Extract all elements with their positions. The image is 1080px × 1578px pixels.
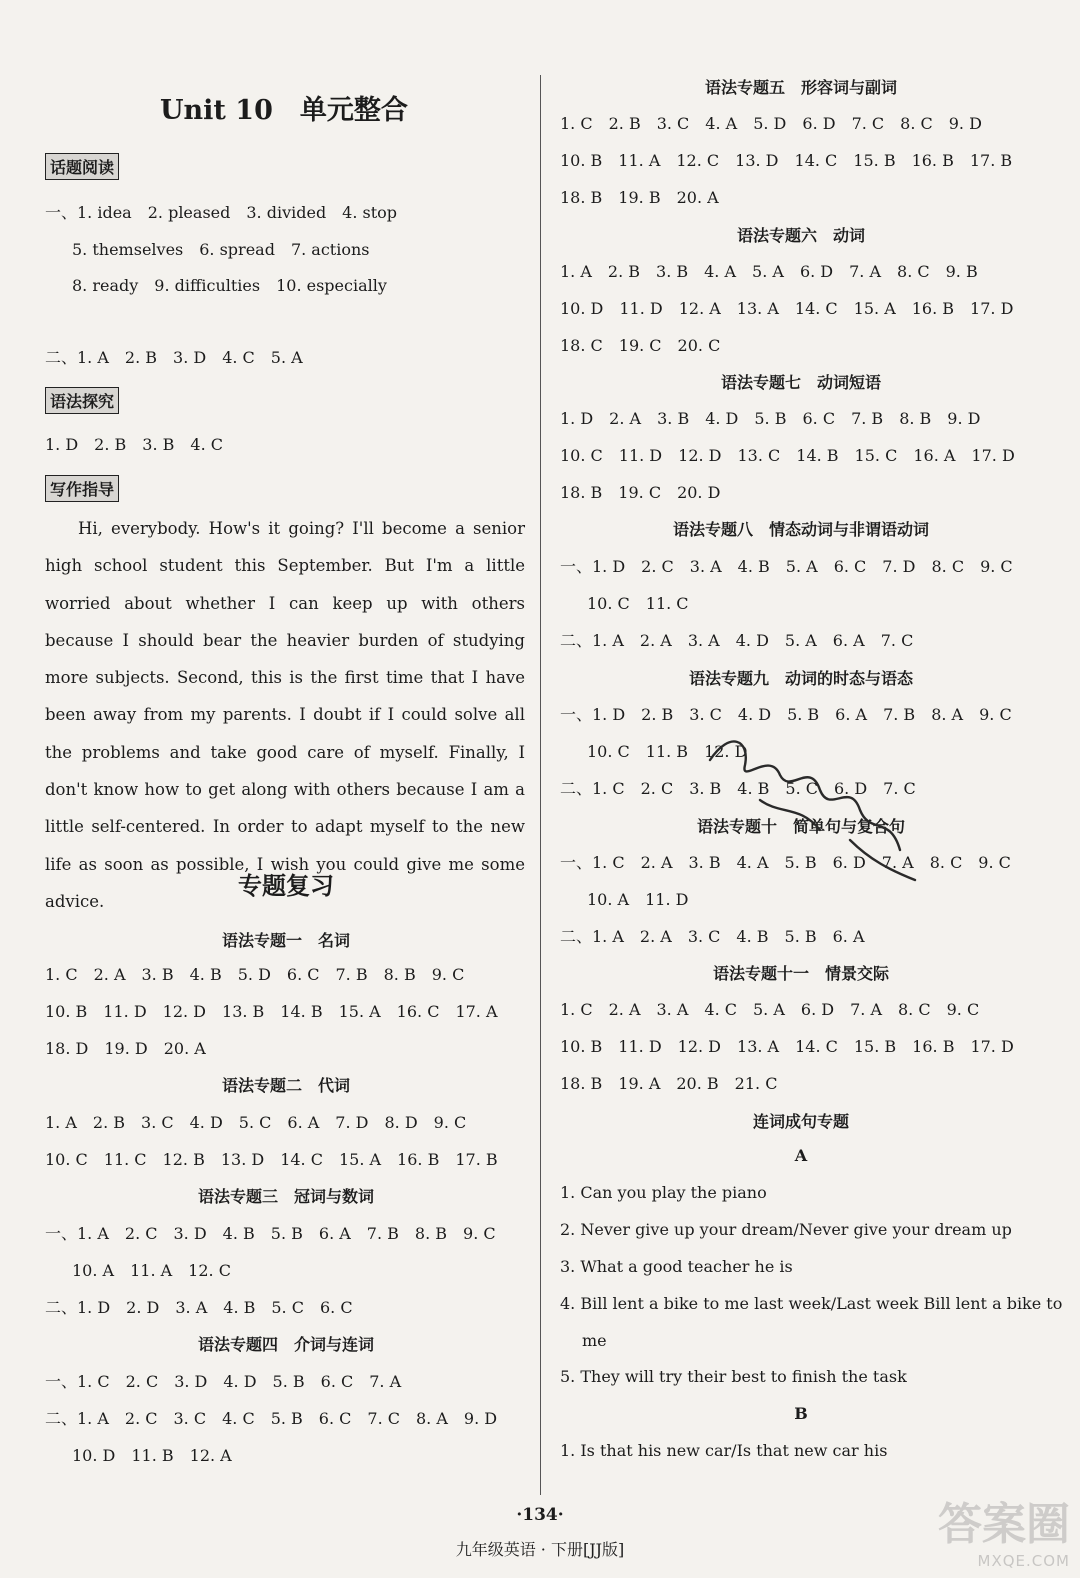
reading-row-4: 二、1. A 2. B 3. D 4. C 5. A — [45, 348, 303, 367]
topic7-heading: 语法专题七 动词短语 — [720, 373, 881, 392]
sentence-building-heading: 连词成句专题 — [752, 1112, 849, 1131]
topic8-heading: 语法专题八 情态动词与非谓语动词 — [672, 520, 929, 539]
column-divider — [540, 75, 541, 1495]
topic10-heading: 语法专题十 简单句与复合句 — [696, 817, 905, 836]
part-a-label: A — [794, 1146, 808, 1165]
reading-section-tag: 话题阅读 — [45, 153, 119, 180]
topic4-row-1: 一、1. C 2. C 3. D 4. D 5. B 6. C 7. A — [45, 1372, 402, 1391]
topic3-heading: 语法专题三 冠词与数词 — [197, 1187, 374, 1206]
reading-row-1: 一、1. idea 2. pleased 3. divided 4. stop — [45, 203, 398, 222]
topic9-heading: 语法专题九 动词的时态与语态 — [688, 669, 913, 688]
topic11-row-2: 10. B 11. D 12. D 13. A 14. C 15. B 16. B 17. D — [560, 1037, 1014, 1056]
topic11-row-1: 1. C 2. A 3. A 4. C 5. A 6. D 7. A 8. C 9. C — [560, 1000, 980, 1019]
topic2-row-1: 1. A 2. B 3. C 4. D 5. C 6. A 7. D 8. D 9. C — [45, 1113, 467, 1132]
part-a-row-5: 5. They will try their best to finish the task — [560, 1367, 907, 1386]
topic3-row-2: 10. A 11. A 12. C — [72, 1261, 231, 1280]
grammar-section-tag: 语法探究 — [45, 387, 119, 414]
watermark-url: MXQE.COM — [977, 1552, 1070, 1570]
topic6-row-1: 1. A 2. B 3. B 4. A 5. A 6. D 7. A 8. C 9. B — [560, 262, 978, 281]
topic11-heading: 语法专题十一 情景交际 — [712, 964, 889, 983]
watermark — [938, 1488, 1070, 1570]
page-number: ·134· — [516, 1505, 564, 1525]
review-title: 专题复习 — [238, 871, 334, 900]
part-a-row-4-cont: me — [582, 1331, 607, 1350]
topic5-row-2: 10. B 11. A 12. C 13. D 14. C 15. B 16. B 17. B — [560, 151, 1013, 170]
topic1-row-1: 1. C 2. A 3. B 4. B 5. D 6. C 7. B 8. B 9. C — [45, 965, 465, 984]
book-title: 九年级英语 · 下册[JJ版] — [455, 1540, 625, 1559]
topic6-heading: 语法专题六 动词 — [736, 226, 865, 245]
topic9-row-1: 一、1. D 2. B 3. C 4. D 5. B 6. A 7. B 8. A 9. C — [560, 705, 1012, 724]
topic4-heading: 语法专题四 介词与连词 — [197, 1335, 374, 1354]
topic8-row-1: 一、1. D 2. C 3. A 4. B 5. A 6. C 7. D 8. C 9. C — [560, 557, 1013, 576]
watermark-logo: 答案圈 — [938, 1499, 1070, 1550]
topic9-row-2: 10. C 11. B 12. D — [587, 742, 748, 761]
writing-section-tag: 写作指导 — [45, 475, 119, 502]
topic5-row-3: 18. B 19. B 20. A — [560, 188, 719, 207]
topic9-row-3: 二、1. C 2. C 3. B 4. B 5. C 6. D 7. C — [560, 779, 916, 798]
reading-row-3: 8. ready 9. difficulties 10. especially — [72, 276, 387, 295]
topic4-row-2: 二、1. A 2. C 3. C 4. C 5. B 6. C 7. C 8. A 9. D — [45, 1409, 498, 1428]
unit-title: Unit 10 单元整合 — [160, 95, 408, 126]
topic6-row-2: 10. D 11. D 12. A 13. A 14. C 15. A 16. B 17. D — [560, 299, 1014, 318]
topic8-row-3: 二、1. A 2. A 3. A 4. D 5. A 6. A 7. C — [560, 631, 914, 650]
reading-row-2: 5. themselves 6. spread 7. actions — [72, 240, 370, 259]
topic5-heading: 语法专题五 形容词与副词 — [704, 78, 897, 97]
topic8-row-2: 10. C 11. C — [587, 594, 689, 613]
topic11-row-3: 18. B 19. A 20. B 21. C — [560, 1074, 778, 1093]
topic2-heading: 语法专题二 代词 — [221, 1076, 350, 1095]
handwriting-scribble — [700, 720, 940, 890]
topic4-row-3: 10. D 11. B 12. A — [72, 1446, 232, 1465]
part-b-row-1: 1. Is that his new car/Is that new car his — [560, 1441, 888, 1460]
topic1-row-2: 10. B 11. D 12. D 13. B 14. B 15. A 16. C 17. A — [45, 1002, 498, 1021]
topic7-row-3: 18. B 19. C 20. D — [560, 483, 721, 502]
part-a-row-2: 2. Never give up your dream/Never give your dream up — [560, 1220, 1012, 1239]
part-a-row-1: 1. Can you play the piano — [560, 1183, 767, 1202]
topic2-row-2: 10. C 11. C 12. B 13. D 14. C 15. A 16. B 17. B — [45, 1150, 498, 1169]
topic7-row-2: 10. C 11. D 12. D 13. C 14. B 15. C 16. A 17. D — [560, 446, 1015, 465]
part-b-label: B — [794, 1404, 808, 1423]
topic7-row-1: 1. D 2. A 3. B 4. D 5. B 6. C 7. B 8. B 9. D — [560, 409, 981, 428]
essay-paragraph: Hi, everybody. How's it going? I'll become a senior high school student this September. But I'm a little worried about whether I can keep up with others because I should bear the heavier burden of studying more subjects. Second, this is the first time that I have been away from my parents. I doubt if I could solve all the problems and take good care of myself. Finally, I don't know how to get along with others because I am a little self-centered. In order to adapt myself to the new life as soon as possible, I wish you could give me some advice. — [45, 519, 525, 911]
topic1-row-3: 18. D 19. D 20. A — [45, 1039, 206, 1058]
topic1-heading: 语法专题一 名词 — [221, 931, 350, 950]
topic5-row-1: 1. C 2. B 3. C 4. A 5. D 6. D 7. C 8. C 9. D — [560, 114, 982, 133]
part-a-row-4: 4. Bill lent a bike to me last week/Last week Bill lent a bike to — [560, 1294, 1063, 1313]
topic3-row-3: 二、1. D 2. D 3. A 4. B 5. C 6. C — [45, 1298, 353, 1317]
topic10-row-1: 一、1. C 2. A 3. B 4. A 5. B 6. D 7. A 8. C 9. C — [560, 853, 1011, 872]
grammar-row: 1. D 2. B 3. B 4. C — [45, 435, 223, 454]
topic6-row-3: 18. C 19. C 20. C — [560, 336, 721, 355]
part-a-row-3: 3. What a good teacher he is — [560, 1257, 793, 1276]
topic10-row-3: 二、1. A 2. A 3. C 4. B 5. B 6. A — [560, 927, 865, 946]
topic10-row-2: 10. A 11. D — [587, 890, 689, 909]
topic3-row-1: 一、1. A 2. C 3. D 4. B 5. B 6. A 7. B 8. B 9. C — [45, 1224, 496, 1243]
